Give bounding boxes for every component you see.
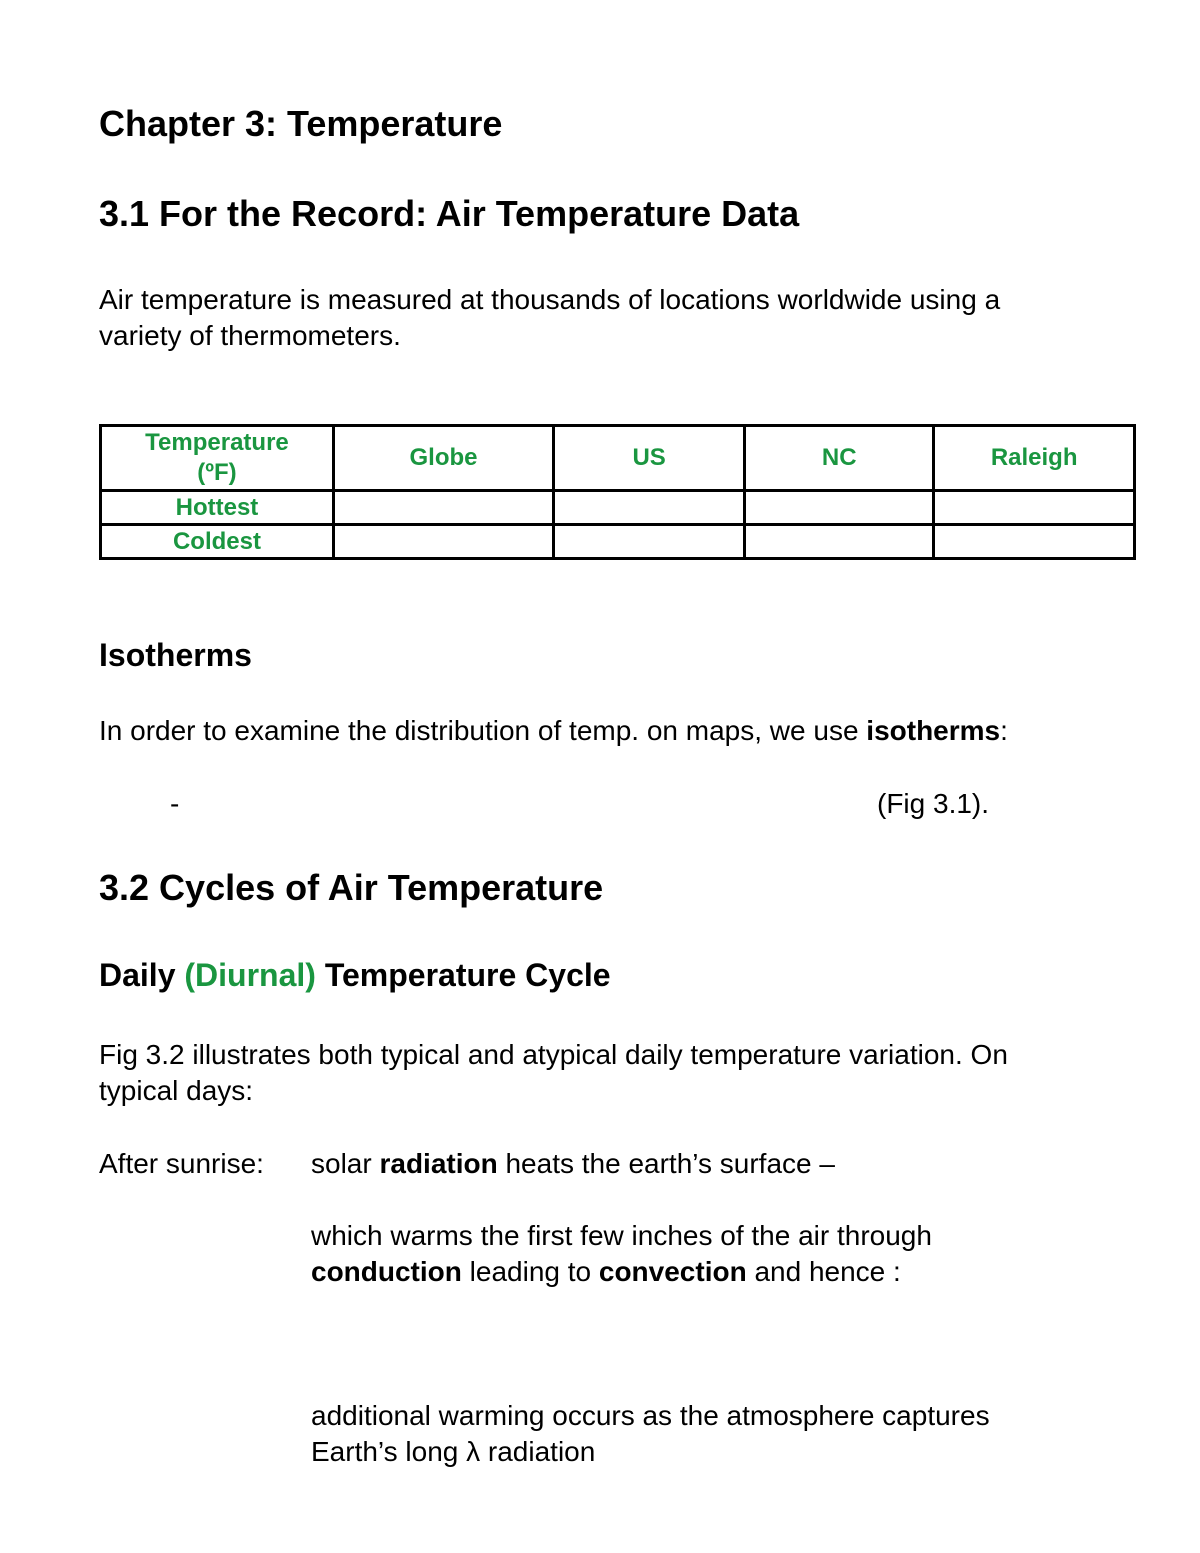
convection-term: convection — [598, 1256, 747, 1287]
after-sunrise-label: After sunrise: — [99, 1148, 264, 1179]
table-header-nc: NC — [745, 426, 934, 491]
table-header-row — [101, 426, 1135, 491]
subheading-daily: Daily — [99, 957, 185, 993]
solar-radiation-line — [311, 1146, 835, 1182]
isotherms-bullet-dash: - — [170, 788, 180, 819]
diurnal-cycle-subheading — [99, 956, 611, 994]
table-header-temperature — [101, 426, 334, 491]
solar-radiation-line-end: heats the earth’s surface – — [497, 1148, 835, 1179]
radiation-term: radiation — [379, 1148, 498, 1179]
section-3-1-paragraph-line1: Air temperature is measured at thousands of locations worldwide using a — [99, 284, 1001, 315]
coldest-nc-cell — [745, 525, 934, 559]
section-3-1-heading: 3.1 For the Record: Air Temperature Data — [99, 193, 800, 234]
hottest-raleigh-cell — [934, 491, 1135, 525]
isotherms-fig-reference: (Fig 3.1). — [877, 788, 990, 819]
table-row-hottest — [101, 491, 1135, 525]
row-label-hottest: Hottest — [101, 491, 334, 525]
coldest-us-cell — [554, 525, 745, 559]
conduction-convection-line — [311, 1254, 901, 1290]
section-3-2-intro-line2: typical days: — [99, 1075, 254, 1106]
and-hence-text: and hence : — [746, 1256, 901, 1287]
solar-radiation-line-start: solar — [311, 1148, 380, 1179]
isotherms-sentence-end: : — [1000, 715, 1008, 746]
isotherms-term: isotherms — [866, 715, 1001, 746]
header-temperature-line2: (ºF) — [197, 459, 237, 486]
row-label-coldest: Coldest — [101, 525, 334, 559]
isotherms-sentence-start: In order to examine the distribution of temp. on maps, we use — [99, 715, 867, 746]
header-temperature-line1: Temperature — [145, 429, 289, 456]
isotherms-sentence — [99, 713, 1008, 749]
subheading-diurnal: (Diurnal) — [184, 957, 316, 993]
hottest-us-cell — [554, 491, 745, 525]
warms-air-line: which warms the first few inches of the air through — [311, 1220, 932, 1251]
table-header-us: US — [554, 426, 745, 491]
table-row-coldest — [101, 525, 1135, 559]
long-wave-radiation-line: Earth’s long λ radiation — [311, 1436, 596, 1467]
hottest-nc-cell — [745, 491, 934, 525]
conduction-term: conduction — [311, 1256, 462, 1287]
chapter-title: Chapter 3: Temperature — [99, 103, 503, 144]
section-3-2-heading: 3.2 Cycles of Air Temperature — [99, 867, 604, 908]
section-3-1-paragraph-line2: variety of thermometers. — [99, 320, 401, 351]
leading-to-text: leading to — [461, 1256, 599, 1287]
subheading-temperature-cycle: Temperature Cycle — [315, 957, 611, 993]
isotherms-heading: Isotherms — [99, 637, 252, 673]
hottest-globe-cell — [333, 491, 553, 525]
coldest-raleigh-cell — [934, 525, 1135, 559]
section-3-2-intro-line1: Fig 3.2 illustrates both typical and atypical daily temperature variation. On — [99, 1039, 1008, 1070]
temperature-records-table — [99, 424, 1136, 560]
coldest-globe-cell — [333, 525, 553, 559]
table-header-globe: Globe — [333, 426, 553, 491]
table-header-raleigh: Raleigh — [934, 426, 1135, 491]
additional-warming-line: additional warming occurs as the atmosphere captures — [311, 1400, 990, 1431]
